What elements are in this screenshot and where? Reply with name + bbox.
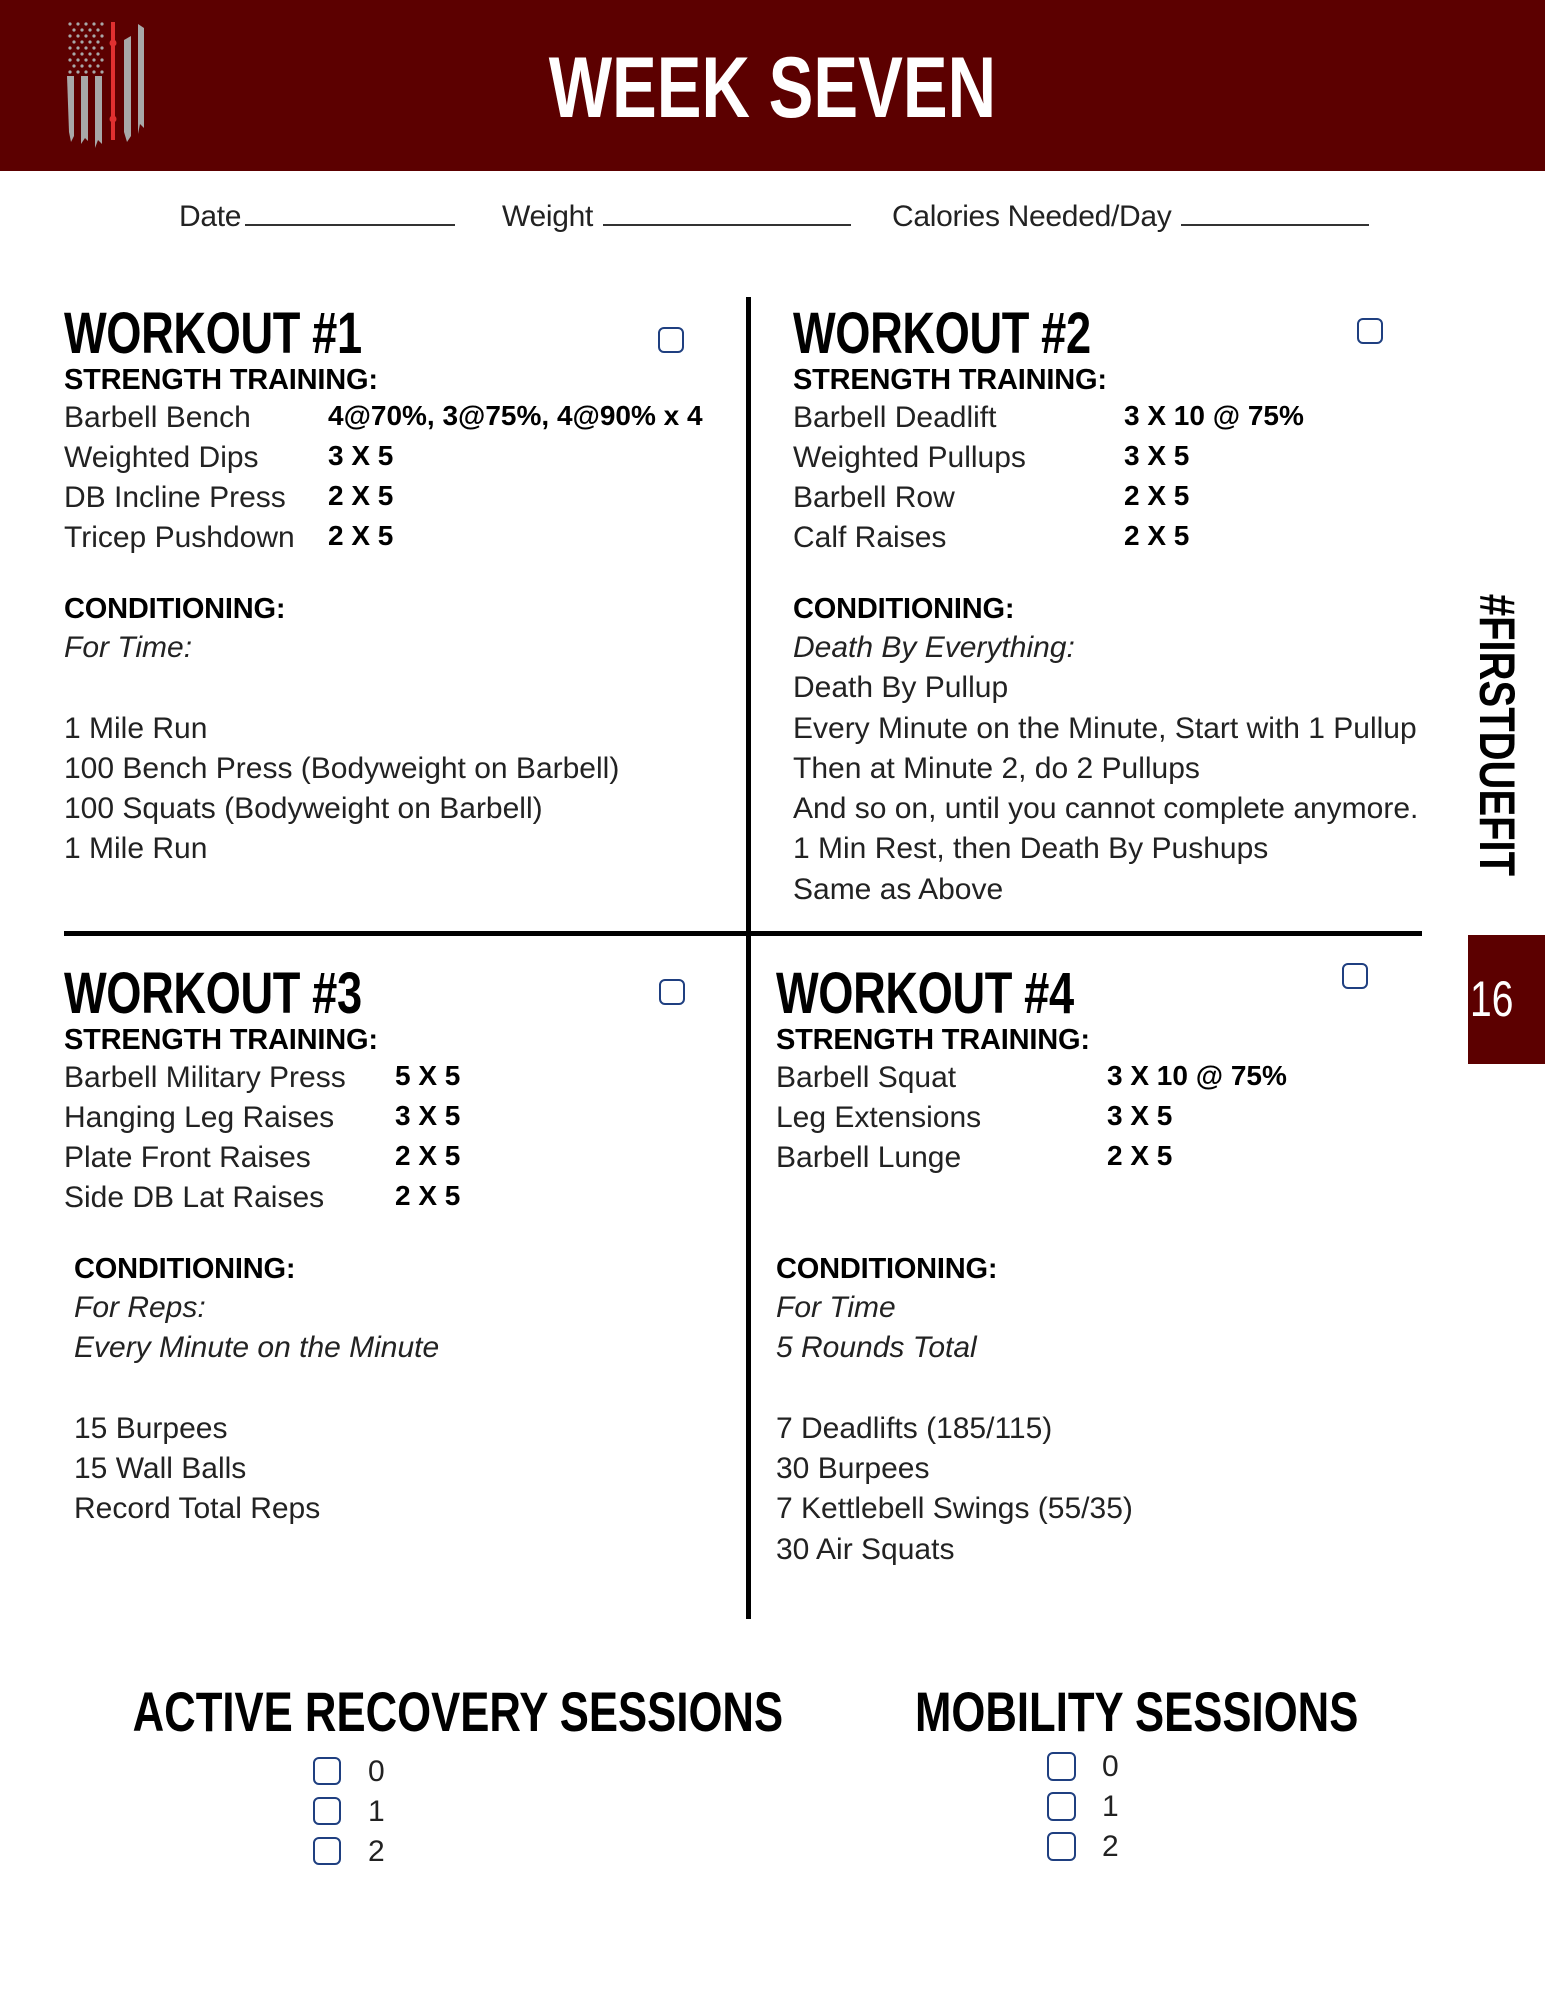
session-option-label: 0 bbox=[1102, 1750, 1119, 1783]
conditioning-list bbox=[793, 628, 1418, 910]
workout-2 bbox=[793, 300, 1443, 920]
conditioning-heading: CONDITIONING: bbox=[74, 1253, 296, 1285]
exercise-name: Barbell Lunge bbox=[776, 1141, 962, 1174]
conditioning-line: 7 Kettlebell Swings (55/35) bbox=[776, 1492, 1133, 1526]
exercise-name: Leg Extensions bbox=[776, 1101, 982, 1134]
exercise-sets: 2 X 5 bbox=[328, 480, 394, 511]
conditioning-line: Death By Pullup bbox=[793, 671, 1009, 705]
conditioning-line: 100 Bench Press (Bodyweight on Barbell) bbox=[64, 751, 620, 785]
conditioning-heading: CONDITIONING: bbox=[64, 593, 286, 625]
conditioning-line: 30 Burpees bbox=[776, 1452, 930, 1486]
exercise-name: Barbell Deadlift bbox=[793, 401, 997, 434]
exercise-sets: 2 X 5 bbox=[395, 1140, 461, 1171]
exercise-name: Side DB Lat Raises bbox=[64, 1181, 325, 1214]
exercise-sets: 4@70%, 3@75%, 4@90% x 4 bbox=[328, 400, 703, 431]
conditioning-list bbox=[74, 1288, 439, 1530]
session-checkbox[interactable] bbox=[313, 1797, 341, 1825]
conditioning-line: Every Minute on the Minute bbox=[74, 1331, 440, 1365]
exercise-sets: 2 X 5 bbox=[395, 1180, 461, 1211]
session-checkbox[interactable] bbox=[313, 1837, 341, 1865]
mobility-section bbox=[860, 1682, 1360, 1742]
strength-heading: STRENGTH TRAINING: bbox=[64, 1024, 378, 1056]
exercise-sets: 2 X 5 bbox=[328, 520, 394, 551]
page-number-badge bbox=[1468, 935, 1545, 1064]
conditioning-line: Then at Minute 2, do 2 Pullups bbox=[793, 751, 1200, 785]
date-field[interactable] bbox=[179, 198, 455, 234]
exercise-name: Weighted Pullups bbox=[793, 441, 1026, 474]
conditioning-heading: CONDITIONING: bbox=[793, 593, 1015, 625]
exercise-name: DB Incline Press bbox=[64, 481, 286, 514]
conditioning-line: 5 Rounds Total bbox=[776, 1331, 977, 1365]
exercise-sets: 3 X 5 bbox=[1124, 440, 1190, 471]
exercise-sets: 2 X 5 bbox=[1124, 520, 1190, 551]
active-recovery-section bbox=[60, 1680, 784, 1743]
conditioning-line: 7 Deadlifts (185/115) bbox=[776, 1411, 1053, 1445]
date-blank-line bbox=[245, 198, 455, 226]
workout-title: WORKOUT #1 bbox=[64, 301, 362, 366]
active-recovery-title: ACTIVE RECOVERY SESSIONS bbox=[132, 1680, 784, 1743]
calories-label: Calories Needed/Day bbox=[892, 200, 1172, 233]
exercise-sets: 2 X 5 bbox=[1124, 480, 1190, 511]
conditioning-list bbox=[776, 1288, 1133, 1570]
conditioning-line: 1 Mile Run bbox=[64, 711, 208, 745]
exercise-name: Weighted Dips bbox=[64, 441, 259, 474]
hashtag-text: #FIRSTDUEFIT bbox=[1469, 593, 1525, 877]
hashtag-side-label bbox=[1452, 590, 1542, 880]
session-checkbox[interactable] bbox=[1047, 1832, 1076, 1861]
exercise-name: Barbell Squat bbox=[776, 1061, 957, 1094]
workout-4 bbox=[776, 960, 1436, 1610]
conditioning-line: For Time: bbox=[64, 631, 193, 664]
conditioning-line: 15 Wall Balls bbox=[74, 1452, 247, 1486]
workout-complete-checkbox[interactable] bbox=[1342, 963, 1368, 989]
exercise-sets: 5 X 5 bbox=[395, 1060, 461, 1091]
conditioning-line: Every Minute on the Minute, Start with 1 Pullup bbox=[793, 711, 1417, 745]
workout-title: WORKOUT #4 bbox=[776, 961, 1074, 1026]
session-option-label: 2 bbox=[1102, 1830, 1119, 1863]
weight-label: Weight bbox=[502, 200, 594, 233]
workout-3 bbox=[64, 960, 734, 1610]
conditioning-line: Death By Everything: bbox=[793, 631, 1075, 664]
exercise-name: Plate Front Raises bbox=[64, 1141, 311, 1174]
session-option-label: 0 bbox=[368, 1755, 385, 1788]
conditioning-heading: CONDITIONING: bbox=[776, 1253, 998, 1285]
exercise-sets: 3 X 5 bbox=[1107, 1100, 1173, 1131]
exercise-name: Barbell Row bbox=[793, 481, 955, 514]
conditioning-line bbox=[74, 1369, 439, 1409]
exercise-sets: 3 X 10 @ 75% bbox=[1107, 1060, 1287, 1091]
workout-title: WORKOUT #3 bbox=[64, 961, 362, 1026]
date-label: Date bbox=[179, 200, 242, 233]
mobility-title: MOBILITY SESSIONS bbox=[915, 1680, 1359, 1743]
conditioning-line: 30 Air Squats bbox=[776, 1532, 955, 1566]
exercise-name: Calf Raises bbox=[793, 521, 947, 554]
session-checkbox[interactable] bbox=[313, 1757, 341, 1785]
page-number: 16 bbox=[1470, 971, 1514, 1027]
workout-1 bbox=[64, 300, 734, 920]
conditioning-line: For Time bbox=[776, 1291, 896, 1324]
exercise-name: Tricep Pushdown bbox=[64, 521, 295, 554]
session-option-label: 1 bbox=[1102, 1790, 1119, 1823]
horizontal-divider bbox=[64, 931, 1422, 936]
exercise-sets: 3 X 10 @ 75% bbox=[1124, 400, 1304, 431]
session-checkbox[interactable] bbox=[1047, 1792, 1076, 1821]
weight-field[interactable] bbox=[502, 198, 851, 234]
conditioning-line: Same as Above bbox=[793, 872, 1004, 906]
conditioning-line: 15 Burpees bbox=[74, 1411, 228, 1445]
conditioning-line: 100 Squats (Bodyweight on Barbell) bbox=[64, 792, 543, 826]
exercise-name: Barbell Bench bbox=[64, 401, 251, 434]
session-checkbox[interactable] bbox=[1047, 1752, 1076, 1781]
workout-title: WORKOUT #2 bbox=[793, 301, 1091, 366]
conditioning-line: 1 Mile Run bbox=[64, 832, 208, 866]
conditioning-line bbox=[64, 668, 619, 708]
exercise-sets: 2 X 5 bbox=[1107, 1140, 1173, 1171]
exercise-sets: 3 X 5 bbox=[395, 1100, 461, 1131]
workout-complete-checkbox[interactable] bbox=[1357, 318, 1383, 344]
calories-blank-line bbox=[1181, 198, 1369, 226]
workout-complete-checkbox[interactable] bbox=[659, 979, 685, 1005]
strength-heading: STRENGTH TRAINING: bbox=[64, 364, 378, 396]
exercise-name: Barbell Military Press bbox=[64, 1061, 346, 1094]
exercise-name: Hanging Leg Raises bbox=[64, 1101, 335, 1134]
calories-field[interactable] bbox=[892, 198, 1369, 234]
conditioning-line: 1 Min Rest, then Death By Pushups bbox=[793, 832, 1269, 866]
conditioning-line: For Reps: bbox=[74, 1291, 206, 1324]
exercise-sets: 3 X 5 bbox=[328, 440, 394, 471]
conditioning-line bbox=[776, 1369, 1133, 1409]
strength-heading: STRENGTH TRAINING: bbox=[793, 364, 1107, 396]
weight-blank-line bbox=[603, 198, 851, 226]
workout-complete-checkbox[interactable] bbox=[658, 327, 684, 353]
strength-heading: STRENGTH TRAINING: bbox=[776, 1024, 1090, 1056]
flag-barbell-logo-icon bbox=[66, 20, 150, 150]
session-option-label: 1 bbox=[368, 1795, 385, 1828]
conditioning-line: And so on, until you cannot complete anymore. bbox=[793, 792, 1419, 826]
session-option-label: 2 bbox=[368, 1835, 385, 1868]
conditioning-line: Record Total Reps bbox=[74, 1492, 321, 1526]
vertical-divider bbox=[746, 297, 751, 1619]
conditioning-list bbox=[64, 628, 619, 870]
page-title: WEEK SEVEN bbox=[548, 40, 997, 136]
